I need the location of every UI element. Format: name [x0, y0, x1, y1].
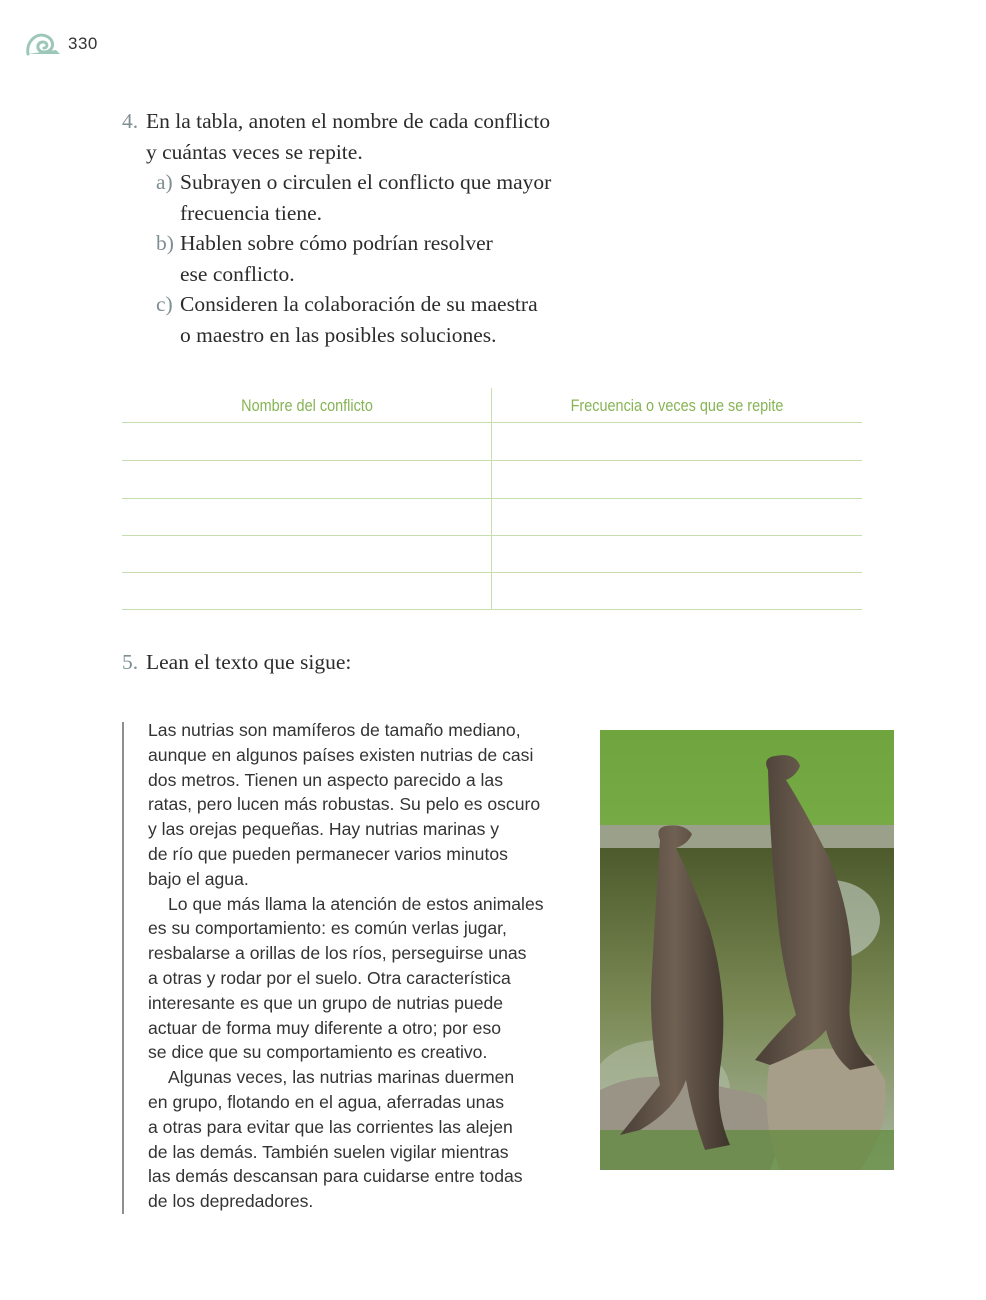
conflict-table [122, 388, 862, 610]
text-line: actuar de forma muy diferente a otro; por eso [148, 1017, 502, 1038]
column-header-conflict-name: Nombre del conflicto [241, 396, 373, 415]
sub-item-text: frecuencia tiene. [180, 200, 323, 225]
snail-icon [26, 30, 62, 58]
text-line: interesante es que un grupo de nutrias puede [148, 992, 504, 1013]
question-4 [122, 106, 592, 350]
text-line: a otras para evitar que las corrientes las alejen [148, 1116, 513, 1137]
question-5-text: Lean el texto que sigue: [146, 650, 352, 674]
sub-item-text: Subrayen o circulen el conflicto que mayor [180, 170, 552, 194]
text-line: de los depredadores. [148, 1191, 314, 1212]
text-line: en grupo, flotando en el agua, aferradas unas [148, 1091, 505, 1112]
table-cell-conflict-name[interactable] [122, 536, 491, 572]
page-header [26, 30, 98, 58]
otters-photo [600, 730, 894, 1170]
sub-item-b [122, 228, 592, 289]
text-line: aunque en algunos países existen nutrias de casi [148, 744, 534, 765]
sub-item-text: o maestro en las posibles soluciones. [180, 322, 497, 347]
text-line: de las demás. También suelen vigilar mientras [148, 1141, 509, 1162]
otters-photo-image [600, 730, 894, 1170]
paragraph-2 [148, 892, 578, 1066]
column-header-frequency: Frecuencia o veces que se repite [570, 396, 784, 415]
text-line: de río que pueden permanecer varios minutos [148, 843, 508, 864]
table-cell-frequency[interactable] [492, 536, 862, 572]
table-cell-conflict-name[interactable] [122, 573, 491, 609]
sub-item-letter: c) [156, 292, 173, 316]
sub-item-a [122, 167, 592, 228]
table-cell-frequency[interactable] [492, 461, 862, 497]
row-line [122, 609, 862, 610]
text-line: y las orejas pequeñas. Hay nutrias marinas y [148, 819, 500, 840]
sub-item-text: Consideren la colaboración de su maestra [180, 292, 538, 316]
text-line: a otras y rodar por el suelo. Otra característica [148, 967, 511, 988]
text-line: resbalarse a orillas de los ríos, perseguirse unas [148, 943, 527, 964]
sub-item-letter: a) [156, 170, 173, 194]
question-4-stem [122, 106, 592, 137]
sub-item-c [122, 289, 592, 350]
paragraph-1 [148, 718, 578, 892]
question-number: 5. [122, 650, 139, 674]
text-line: bajo el agua. [148, 868, 249, 889]
table-cell-frequency[interactable] [492, 499, 862, 535]
sub-item-text: Hablen sobre cómo podrían resolver [180, 231, 493, 255]
question-5 [122, 647, 351, 677]
text-line: es su comportamiento: es común verlas jugar, [148, 918, 507, 939]
text-line: las demás descansan para cuidarse entre todas [148, 1166, 523, 1187]
text-line: se dice que su comportamiento es creativo. [148, 1042, 488, 1063]
reading-passage [122, 722, 574, 1214]
question-4-line: En la tabla, anoten el nombre de cada conflicto [146, 109, 551, 133]
table-cell-frequency[interactable] [492, 423, 862, 459]
sub-item-letter: b) [156, 231, 174, 255]
question-number: 4. [122, 109, 139, 133]
table-cell-conflict-name[interactable] [122, 461, 491, 497]
table-cell-conflict-name[interactable] [122, 423, 491, 459]
reading-text [148, 718, 578, 1214]
text-line: Algunas veces, las nutrias marinas duermen [168, 1067, 515, 1088]
table-cell-frequency[interactable] [492, 573, 862, 609]
text-line: Lo que más llama la atención de estos animales [168, 893, 544, 914]
text-line: ratas, pero lucen más robustas. Su pelo es oscuro [148, 794, 541, 815]
text-line: dos metros. Tienen un aspecto parecido a las [148, 769, 504, 790]
question-4-line: y cuántas veces se repite. [146, 139, 363, 164]
sub-item-text: ese conflicto. [180, 261, 295, 286]
table-cell-conflict-name[interactable] [122, 499, 491, 535]
text-line: Las nutrias son mamíferos de tamaño mediano, [148, 720, 521, 740]
page-number: 330 [68, 34, 98, 53]
paragraph-3 [148, 1065, 578, 1214]
